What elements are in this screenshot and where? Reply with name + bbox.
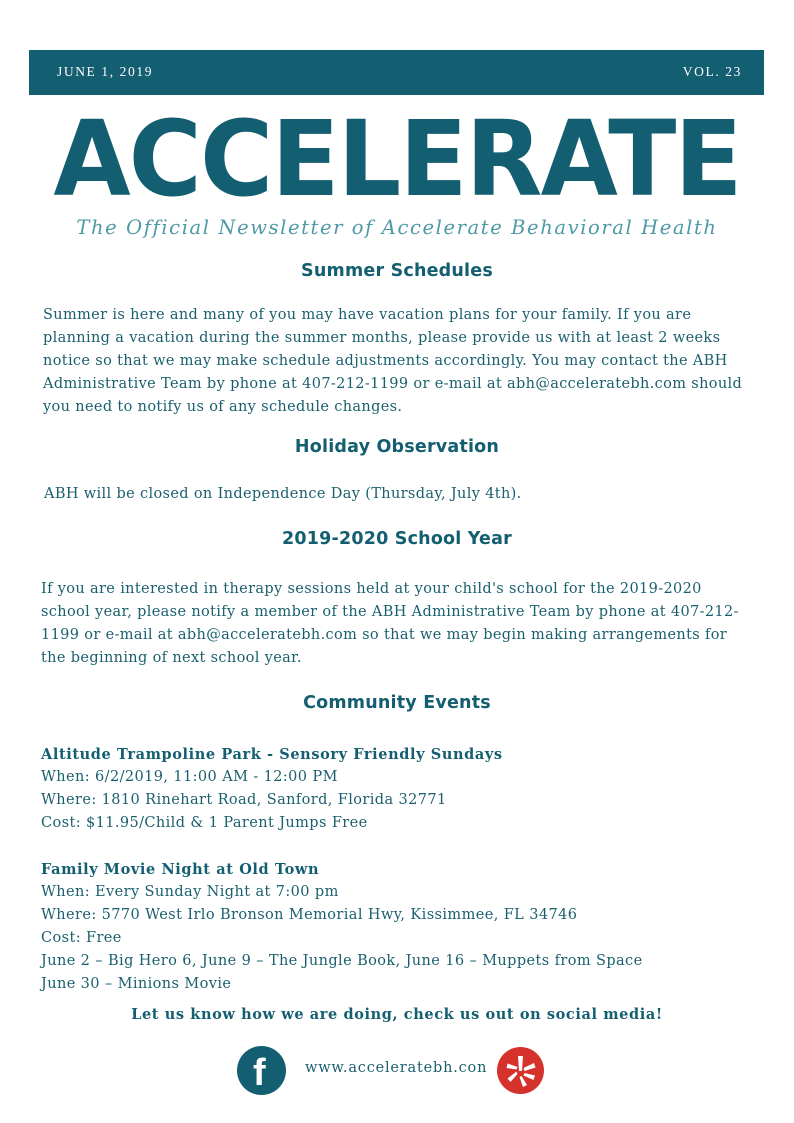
issue-date: JUNE 1, 2019	[57, 64, 154, 79]
facebook-icon[interactable]	[237, 1046, 286, 1095]
paragraph-line: Summer is here and many of you may have vacation plans for your family. If you are	[43, 307, 692, 323]
paragraph-line: 1199 or e-mail at abh@acceleratebh.com so that we may begin making arrangements for	[41, 627, 728, 643]
newsletter-title: ACCELERATE	[53, 98, 741, 220]
paragraph-line: If you are interested in therapy sessions held at your child's school for the 2019-2020	[41, 581, 702, 597]
event-schedule: June 30 – Minions Movie	[41, 976, 232, 992]
event-where: Where: 1810 Rinehart Road, Sanford, Florida 32771	[41, 792, 447, 808]
event-cost: Cost: Free	[41, 930, 122, 946]
paragraph-line: Administrative Team by phone at 407-212-1199 or e-mail at abh@acceleratebh.com should	[43, 376, 743, 392]
community-heading: Community Events	[303, 693, 491, 713]
event-trampoline	[41, 743, 761, 835]
summer-heading: Summer Schedules	[301, 261, 493, 281]
event-when: When: 6/2/2019, 11:00 AM - 12:00 PM	[41, 769, 338, 785]
issue-volume: VOL. 23	[682, 64, 742, 79]
events-list	[41, 743, 761, 996]
newsletter-subtitle: The Official Newsletter of Accelerate Behavioral Health	[76, 216, 718, 239]
event-title: Altitude Trampoline Park - Sensory Friendly Sundays	[41, 746, 503, 763]
facebook-glyph: f	[253, 1052, 266, 1094]
summer-paragraph	[43, 304, 742, 419]
paragraph-line: ABH will be closed on Independence Day (Thursday, July 4th).	[44, 486, 522, 502]
event-title: Family Movie Night at Old Town	[41, 861, 320, 878]
yelp-icon[interactable]	[497, 1047, 544, 1094]
paragraph-line: notice so that we may make schedule adjustments accordingly. You may contact the ABH	[43, 353, 728, 369]
paragraph-line: you need to notify us of any schedule changes.	[43, 399, 403, 415]
event-spacer	[41, 835, 761, 858]
social-call-to-action: Let us know how we are doing, check us out on social media!	[131, 1006, 663, 1023]
school-heading: 2019-2020 School Year	[282, 529, 512, 549]
website-link[interactable]: www.acceleratebh.con	[305, 1060, 488, 1076]
header-bar	[29, 50, 764, 95]
paragraph-line: school year, please notify a member of the ABH Administrative Team by phone at 407-212-	[41, 604, 739, 620]
paragraph-line: planning a vacation during the summer months, please provide us with at least 2 weeks	[43, 330, 721, 346]
event-cost: Cost: $11.95/Child & 1 Parent Jumps Free	[41, 815, 368, 831]
event-when: When: Every Sunday Night at 7:00 pm	[41, 884, 339, 900]
holiday-paragraph	[44, 483, 522, 506]
paragraph-line: the beginning of next school year.	[41, 650, 302, 666]
school-paragraph	[41, 578, 739, 670]
holiday-heading: Holiday Observation	[294, 437, 500, 457]
event-schedule: June 2 – Big Hero 6, June 9 – The Jungle Book, June 16 – Muppets from Space	[41, 953, 643, 969]
event-where: Where: 5770 West Irlo Bronson Memorial Hwy, Kissimmee, FL 34746	[41, 907, 578, 923]
event-movie-night	[41, 858, 761, 996]
yelp-burst-icon	[497, 1047, 544, 1094]
